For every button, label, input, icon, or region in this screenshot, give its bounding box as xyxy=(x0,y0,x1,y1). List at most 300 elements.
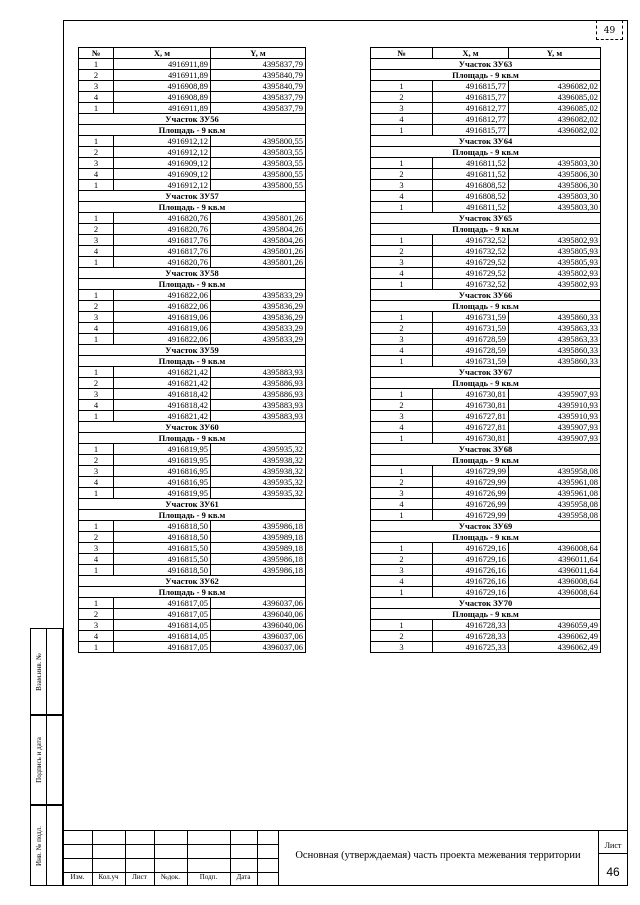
y-coordinate-cell: 4396011,64 xyxy=(509,565,601,576)
x-coordinate-cell: 4916728,59 xyxy=(433,334,509,345)
table-row xyxy=(371,356,601,367)
y-coordinate-cell: 4395907,93 xyxy=(509,433,601,444)
table-row xyxy=(79,301,306,312)
point-number-cell: 4 xyxy=(371,191,433,202)
table-row xyxy=(79,290,306,301)
x-coordinate-cell: 4916732,52 xyxy=(433,279,509,290)
x-coordinate-cell: 4916912,12 xyxy=(114,136,211,147)
x-coordinate-cell: 4916815,77 xyxy=(433,92,509,103)
table-row xyxy=(79,92,306,103)
stamp-label-sign-date: Подпись и дата xyxy=(34,737,43,783)
point-number-cell: 1 xyxy=(371,587,433,598)
table-row xyxy=(79,543,306,554)
x-coordinate-cell: 4916731,59 xyxy=(433,356,509,367)
section-label: Площадь - 9 кв.м xyxy=(79,433,306,444)
section-row xyxy=(79,202,306,213)
point-number-cell: 4 xyxy=(79,554,114,565)
point-number-cell: 1 xyxy=(79,180,114,191)
y-coordinate-cell: 4395860,33 xyxy=(509,345,601,356)
point-number-cell: 2 xyxy=(79,301,114,312)
table-row xyxy=(79,455,306,466)
y-coordinate-cell: 4395935,32 xyxy=(211,444,306,455)
x-coordinate-cell: 4916908,89 xyxy=(114,92,211,103)
y-coordinate-cell: 4395802,93 xyxy=(509,279,601,290)
header-y: Y, м xyxy=(211,48,306,59)
y-coordinate-cell: 4395907,93 xyxy=(509,389,601,400)
table-row xyxy=(371,543,601,554)
y-coordinate-cell: 4396082,02 xyxy=(509,125,601,136)
table-header-row xyxy=(79,48,306,59)
y-coordinate-cell: 4396037,06 xyxy=(211,642,306,653)
x-coordinate-cell: 4916817,76 xyxy=(114,235,211,246)
table-row xyxy=(371,510,601,521)
tb-header-ndok: №док. xyxy=(161,873,180,881)
x-coordinate-cell: 4916822,06 xyxy=(114,301,211,312)
point-number-cell: 1 xyxy=(79,136,114,147)
x-coordinate-cell: 4916811,52 xyxy=(433,169,509,180)
y-coordinate-cell: 4395863,33 xyxy=(509,334,601,345)
table-row xyxy=(371,411,601,422)
point-number-cell: 3 xyxy=(79,543,114,554)
y-coordinate-cell: 4395886,93 xyxy=(211,389,306,400)
x-coordinate-cell: 4916729,16 xyxy=(433,543,509,554)
y-coordinate-cell: 4395805,93 xyxy=(509,257,601,268)
point-number-cell: 4 xyxy=(79,477,114,488)
y-coordinate-cell: 4396011,64 xyxy=(509,554,601,565)
section-row xyxy=(79,576,306,587)
x-coordinate-cell: 4916822,06 xyxy=(114,334,211,345)
table-row xyxy=(79,631,306,642)
point-number-cell: 1 xyxy=(371,433,433,444)
table-row xyxy=(371,235,601,246)
coordinates-table-right xyxy=(370,47,601,653)
x-coordinate-cell: 4916818,50 xyxy=(114,521,211,532)
x-coordinate-cell: 4916731,59 xyxy=(433,312,509,323)
table-row xyxy=(79,642,306,653)
point-number-cell: 2 xyxy=(79,455,114,466)
x-coordinate-cell: 4916815,77 xyxy=(433,81,509,92)
table-row xyxy=(79,246,306,257)
point-number-cell: 1 xyxy=(371,312,433,323)
table-row xyxy=(371,180,601,191)
header-x: X, м xyxy=(114,48,211,59)
table-row xyxy=(79,466,306,477)
section-label: Участок ЗУ57 xyxy=(79,191,306,202)
section-label: Участок ЗУ66 xyxy=(371,290,601,301)
point-number-cell: 2 xyxy=(371,400,433,411)
y-coordinate-cell: 4395883,93 xyxy=(211,400,306,411)
x-coordinate-cell: 4916729,16 xyxy=(433,587,509,598)
point-number-cell: 3 xyxy=(79,235,114,246)
section-row xyxy=(371,521,601,532)
x-coordinate-cell: 4916728,59 xyxy=(433,345,509,356)
x-coordinate-cell: 4916729,16 xyxy=(433,554,509,565)
point-number-cell: 2 xyxy=(371,554,433,565)
point-number-cell: 1 xyxy=(79,103,114,114)
y-coordinate-cell: 4395958,08 xyxy=(509,499,601,510)
x-coordinate-cell: 4916820,76 xyxy=(114,224,211,235)
point-number-cell: 1 xyxy=(79,334,114,345)
x-coordinate-cell: 4916911,89 xyxy=(114,70,211,81)
y-coordinate-cell: 4395803,30 xyxy=(509,202,601,213)
y-coordinate-cell: 4395837,79 xyxy=(211,92,306,103)
y-coordinate-cell: 4396037,06 xyxy=(211,598,306,609)
table-row xyxy=(371,620,601,631)
stamp-label-inv-replaced: Взам.инв. № xyxy=(34,652,43,691)
x-coordinate-cell: 4916821,42 xyxy=(114,411,211,422)
x-coordinate-cell: 4916817,76 xyxy=(114,246,211,257)
table-row xyxy=(79,521,306,532)
x-coordinate-cell: 4916821,42 xyxy=(114,367,211,378)
point-number-cell: 3 xyxy=(371,642,433,653)
point-number-cell: 1 xyxy=(371,279,433,290)
x-coordinate-cell: 4916817,05 xyxy=(114,642,211,653)
point-number-cell: 2 xyxy=(371,477,433,488)
table-row xyxy=(371,312,601,323)
title-block-top-line xyxy=(63,830,628,831)
y-coordinate-cell: 4395802,93 xyxy=(509,268,601,279)
x-coordinate-cell: 4916730,81 xyxy=(433,400,509,411)
section-row xyxy=(371,609,601,620)
y-coordinate-cell: 4395804,26 xyxy=(211,224,306,235)
point-number-cell: 1 xyxy=(79,213,114,224)
point-number-cell: 4 xyxy=(79,631,114,642)
table-row xyxy=(371,400,601,411)
section-label: Площадь - 9 кв.м xyxy=(371,224,601,235)
x-coordinate-cell: 4916811,52 xyxy=(433,202,509,213)
table-row xyxy=(371,323,601,334)
section-label: Площадь - 9 кв.м xyxy=(371,147,601,158)
y-coordinate-cell: 4395837,79 xyxy=(211,103,306,114)
table-row xyxy=(371,257,601,268)
point-number-cell: 1 xyxy=(79,290,114,301)
point-number-cell: 2 xyxy=(371,92,433,103)
point-number-cell: 1 xyxy=(79,257,114,268)
y-coordinate-cell: 4395863,33 xyxy=(509,323,601,334)
y-coordinate-cell: 4396008,64 xyxy=(509,587,601,598)
section-label: Участок ЗУ63 xyxy=(371,59,601,70)
point-number-cell: 2 xyxy=(371,631,433,642)
section-label: Участок ЗУ60 xyxy=(79,422,306,433)
point-number-cell: 4 xyxy=(79,246,114,257)
section-label: Площадь - 9 кв.м xyxy=(371,609,601,620)
point-number-cell: 1 xyxy=(371,125,433,136)
x-coordinate-cell: 4916819,95 xyxy=(114,455,211,466)
table-row xyxy=(79,103,306,114)
y-coordinate-cell: 4395836,29 xyxy=(211,312,306,323)
point-number-cell: 1 xyxy=(79,642,114,653)
tb-header-podp: Подп. xyxy=(199,873,218,881)
point-number-cell: 1 xyxy=(79,444,114,455)
point-number-cell: 2 xyxy=(79,532,114,543)
point-number-cell: 2 xyxy=(79,70,114,81)
header-num: № xyxy=(79,48,114,59)
table-row xyxy=(79,169,306,180)
point-number-cell: 1 xyxy=(371,510,433,521)
y-coordinate-cell: 4395806,30 xyxy=(509,169,601,180)
page-number: 49 xyxy=(596,20,623,40)
x-coordinate-cell: 4916911,89 xyxy=(114,103,211,114)
point-number-cell: 4 xyxy=(371,499,433,510)
x-coordinate-cell: 4916818,50 xyxy=(114,565,211,576)
x-coordinate-cell: 4916732,52 xyxy=(433,235,509,246)
y-coordinate-cell: 4395989,18 xyxy=(211,543,306,554)
section-row xyxy=(79,191,306,202)
point-number-cell: 1 xyxy=(79,367,114,378)
title-block xyxy=(63,830,628,886)
y-coordinate-cell: 4395910,93 xyxy=(509,411,601,422)
section-label: Площадь - 9 кв.м xyxy=(79,202,306,213)
section-label: Площадь - 9 кв.м xyxy=(79,279,306,290)
point-number-cell: 3 xyxy=(79,620,114,631)
document-title: Основная (утверждаемая) часть проекта межевания территории xyxy=(295,850,581,861)
title-block-line xyxy=(63,844,278,845)
y-coordinate-cell: 4395803,30 xyxy=(509,158,601,169)
point-number-cell: 4 xyxy=(371,114,433,125)
x-coordinate-cell: 4916728,33 xyxy=(433,631,509,642)
table-row xyxy=(79,180,306,191)
table-row xyxy=(371,345,601,356)
tb-header-list: Лист xyxy=(132,873,147,881)
point-number-cell: 4 xyxy=(79,92,114,103)
section-row xyxy=(371,290,601,301)
point-number-cell: 3 xyxy=(371,565,433,576)
y-coordinate-cell: 4395989,18 xyxy=(211,532,306,543)
y-coordinate-cell: 4395837,79 xyxy=(211,59,306,70)
x-coordinate-cell: 4916727,81 xyxy=(433,411,509,422)
y-coordinate-cell: 4395961,08 xyxy=(509,477,601,488)
coordinates-table-left-body xyxy=(79,59,306,653)
table-row xyxy=(79,257,306,268)
point-number-cell: 3 xyxy=(371,411,433,422)
y-coordinate-cell: 4395833,29 xyxy=(211,290,306,301)
x-coordinate-cell: 4916808,52 xyxy=(433,180,509,191)
table-row xyxy=(79,477,306,488)
y-coordinate-cell: 4396008,64 xyxy=(509,543,601,554)
y-coordinate-cell: 4395833,29 xyxy=(211,334,306,345)
point-number-cell: 2 xyxy=(371,169,433,180)
x-coordinate-cell: 4916729,52 xyxy=(433,257,509,268)
point-number-cell: 4 xyxy=(79,169,114,180)
table-row xyxy=(371,587,601,598)
table-row xyxy=(371,433,601,444)
side-stamp xyxy=(30,628,63,886)
y-coordinate-cell: 4395836,29 xyxy=(211,301,306,312)
x-coordinate-cell: 4916726,99 xyxy=(433,499,509,510)
point-number-cell: 2 xyxy=(371,323,433,334)
stamp-label-inv-orig: Инв. № подл. xyxy=(34,825,43,866)
y-coordinate-cell: 4396037,06 xyxy=(211,631,306,642)
section-row xyxy=(371,378,601,389)
section-row xyxy=(371,147,601,158)
table-row xyxy=(79,411,306,422)
section-label: Участок ЗУ67 xyxy=(371,367,601,378)
point-number-cell: 2 xyxy=(371,246,433,257)
x-coordinate-cell: 4916819,95 xyxy=(114,444,211,455)
x-coordinate-cell: 4916818,42 xyxy=(114,389,211,400)
x-coordinate-cell: 4916819,95 xyxy=(114,488,211,499)
x-coordinate-cell: 4916730,81 xyxy=(433,433,509,444)
point-number-cell: 3 xyxy=(79,312,114,323)
section-row xyxy=(79,279,306,290)
table-row xyxy=(371,631,601,642)
point-number-cell: 1 xyxy=(371,202,433,213)
table-row xyxy=(79,367,306,378)
y-coordinate-cell: 4395958,08 xyxy=(509,510,601,521)
table-row xyxy=(371,334,601,345)
point-number-cell: 3 xyxy=(371,334,433,345)
section-row xyxy=(371,70,601,81)
y-coordinate-cell: 4395986,18 xyxy=(211,521,306,532)
section-row xyxy=(79,125,306,136)
y-coordinate-cell: 4395886,93 xyxy=(211,378,306,389)
table-row xyxy=(79,213,306,224)
section-label: Участок ЗУ70 xyxy=(371,598,601,609)
table-row xyxy=(371,125,601,136)
x-coordinate-cell: 4916729,99 xyxy=(433,477,509,488)
x-coordinate-cell: 4916815,50 xyxy=(114,543,211,554)
x-coordinate-cell: 4916726,16 xyxy=(433,565,509,576)
point-number-cell: 1 xyxy=(79,565,114,576)
header-y: Y, м xyxy=(509,48,601,59)
table-row xyxy=(79,488,306,499)
y-coordinate-cell: 4396008,64 xyxy=(509,576,601,587)
x-coordinate-cell: 4916816,95 xyxy=(114,466,211,477)
section-label: Участок ЗУ68 xyxy=(371,444,601,455)
point-number-cell: 1 xyxy=(371,235,433,246)
y-coordinate-cell: 4395801,26 xyxy=(211,246,306,257)
y-coordinate-cell: 4395800,55 xyxy=(211,169,306,180)
x-coordinate-cell: 4916912,12 xyxy=(114,180,211,191)
table-row xyxy=(371,389,601,400)
section-label: Участок ЗУ59 xyxy=(79,345,306,356)
x-coordinate-cell: 4916725,33 xyxy=(433,642,509,653)
y-coordinate-cell: 4395800,55 xyxy=(211,180,306,191)
table-row xyxy=(79,70,306,81)
x-coordinate-cell: 4916814,05 xyxy=(114,631,211,642)
table-row xyxy=(371,554,601,565)
section-label: Площадь - 9 кв.м xyxy=(79,356,306,367)
x-coordinate-cell: 4916822,06 xyxy=(114,290,211,301)
point-number-cell: 1 xyxy=(79,59,114,70)
table-row xyxy=(79,598,306,609)
y-coordinate-cell: 4395910,93 xyxy=(509,400,601,411)
section-label: Площадь - 9 кв.м xyxy=(79,125,306,136)
section-row xyxy=(371,136,601,147)
x-coordinate-cell: 4916820,76 xyxy=(114,213,211,224)
point-number-cell: 1 xyxy=(371,356,433,367)
x-coordinate-cell: 4916821,42 xyxy=(114,378,211,389)
y-coordinate-cell: 4395860,33 xyxy=(509,356,601,367)
y-coordinate-cell: 4395958,08 xyxy=(509,466,601,477)
point-number-cell: 3 xyxy=(79,466,114,477)
y-coordinate-cell: 4395806,30 xyxy=(509,180,601,191)
section-row xyxy=(371,224,601,235)
sheet-label: Лист xyxy=(604,841,622,850)
table-header-row xyxy=(371,48,601,59)
section-label: Участок ЗУ56 xyxy=(79,114,306,125)
section-label: Площадь - 9 кв.м xyxy=(371,378,601,389)
table-row xyxy=(371,279,601,290)
point-number-cell: 3 xyxy=(371,103,433,114)
y-coordinate-cell: 4395935,32 xyxy=(211,477,306,488)
x-coordinate-cell: 4916819,06 xyxy=(114,312,211,323)
y-coordinate-cell: 4395804,26 xyxy=(211,235,306,246)
tb-header-koluch: Кол.уч xyxy=(98,873,119,881)
y-coordinate-cell: 4395986,18 xyxy=(211,565,306,576)
table-row xyxy=(79,609,306,620)
section-row xyxy=(371,367,601,378)
y-coordinate-cell: 4396040,06 xyxy=(211,609,306,620)
section-row xyxy=(79,587,306,598)
point-number-cell: 2 xyxy=(79,609,114,620)
x-coordinate-cell: 4916819,06 xyxy=(114,323,211,334)
table-row xyxy=(371,202,601,213)
x-coordinate-cell: 4916729,99 xyxy=(433,510,509,521)
x-coordinate-cell: 4916816,95 xyxy=(114,477,211,488)
y-coordinate-cell: 4395935,32 xyxy=(211,488,306,499)
table-row xyxy=(371,565,601,576)
table-row xyxy=(371,81,601,92)
y-coordinate-cell: 4395805,93 xyxy=(509,246,601,257)
section-label: Площадь - 9 кв.м xyxy=(371,70,601,81)
y-coordinate-cell: 4395833,29 xyxy=(211,323,306,334)
point-number-cell: 2 xyxy=(79,224,114,235)
point-number-cell: 1 xyxy=(371,543,433,554)
table-row xyxy=(79,532,306,543)
title-block-line xyxy=(63,858,278,859)
section-row xyxy=(79,268,306,279)
y-coordinate-cell: 4395883,93 xyxy=(211,411,306,422)
y-coordinate-cell: 4396059,49 xyxy=(509,620,601,631)
section-row xyxy=(371,59,601,70)
table-row xyxy=(79,312,306,323)
section-label: Площадь - 9 кв.м xyxy=(79,587,306,598)
section-label: Участок ЗУ58 xyxy=(79,268,306,279)
y-coordinate-cell: 4395803,55 xyxy=(211,147,306,158)
table-row xyxy=(371,114,601,125)
point-number-cell: 1 xyxy=(79,598,114,609)
section-label: Площадь - 9 кв.м xyxy=(79,510,306,521)
table-row xyxy=(371,158,601,169)
coordinates-table-left xyxy=(78,47,306,653)
x-coordinate-cell: 4916812,77 xyxy=(433,103,509,114)
table-row xyxy=(79,235,306,246)
section-row xyxy=(79,433,306,444)
table-row xyxy=(371,422,601,433)
coordinates-table-right-body xyxy=(371,59,601,653)
section-row xyxy=(79,422,306,433)
table-row xyxy=(79,565,306,576)
table-row xyxy=(371,499,601,510)
y-coordinate-cell: 4395860,33 xyxy=(509,312,601,323)
table-row xyxy=(79,620,306,631)
x-coordinate-cell: 4916727,81 xyxy=(433,422,509,433)
point-number-cell: 1 xyxy=(79,488,114,499)
y-coordinate-cell: 4396062,49 xyxy=(509,642,601,653)
y-coordinate-cell: 4395938,32 xyxy=(211,466,306,477)
x-coordinate-cell: 4916912,12 xyxy=(114,147,211,158)
section-label: Участок ЗУ64 xyxy=(371,136,601,147)
point-number-cell: 1 xyxy=(371,158,433,169)
x-coordinate-cell: 4916911,89 xyxy=(114,59,211,70)
x-coordinate-cell: 4916726,99 xyxy=(433,488,509,499)
y-coordinate-cell: 4395986,18 xyxy=(211,554,306,565)
point-number-cell: 1 xyxy=(371,466,433,477)
section-label: Площадь - 9 кв.м xyxy=(371,301,601,312)
section-label: Площадь - 9 кв.м xyxy=(371,455,601,466)
point-number-cell: 2 xyxy=(79,147,114,158)
